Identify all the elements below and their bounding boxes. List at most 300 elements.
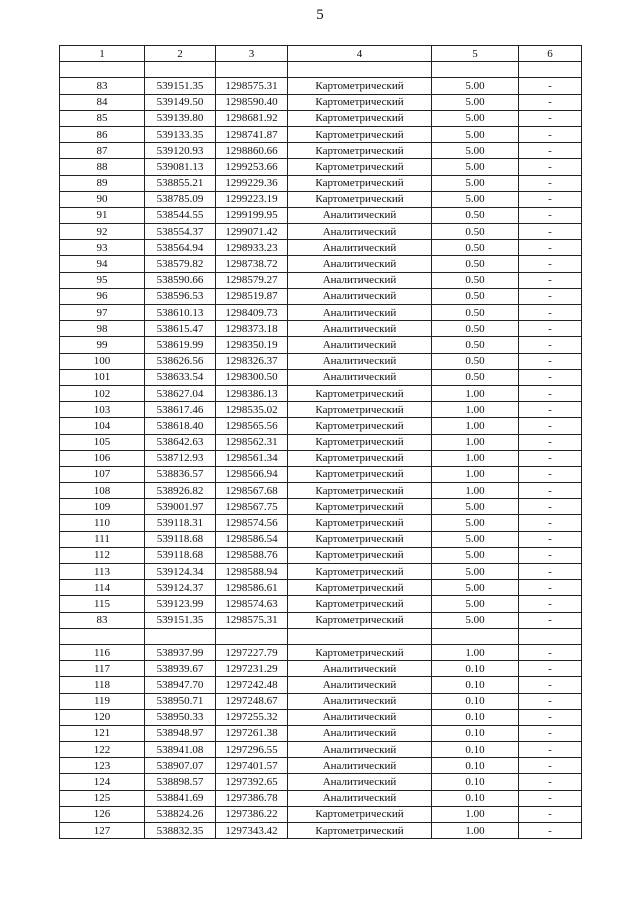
table-cell: 0.50	[432, 305, 519, 321]
table-cell: 538950.33	[145, 709, 216, 725]
table-cell: 1297255.32	[216, 709, 288, 725]
table-cell: 0.10	[432, 758, 519, 774]
table-row	[60, 288, 582, 304]
table-cell: 92	[60, 224, 145, 240]
table-cell: 0.10	[432, 709, 519, 725]
table-cell: 107	[60, 466, 145, 482]
page-number: 5	[316, 7, 324, 23]
table-cell: Картометрический	[288, 175, 432, 191]
table-cell: 1.00	[432, 823, 519, 839]
table-cell: -	[519, 580, 582, 596]
table-cell: 1298586.54	[216, 531, 288, 547]
table-cell: 538615.47	[145, 321, 216, 337]
table-cell: 539124.34	[145, 564, 216, 580]
table-cell: 123	[60, 758, 145, 774]
table-row	[60, 661, 582, 677]
table-cell: Аналитический	[288, 337, 432, 353]
table-cell: 1298933.23	[216, 240, 288, 256]
table-cell: -	[519, 256, 582, 272]
table-cell: 5.00	[432, 159, 519, 175]
table-row	[60, 78, 582, 94]
table-cell: -	[519, 191, 582, 207]
table-separator-row	[60, 628, 582, 644]
table-cell: 5.00	[432, 94, 519, 110]
table-cell: -	[519, 240, 582, 256]
table-cell: 538941.08	[145, 742, 216, 758]
table-cell: 1298575.31	[216, 612, 288, 628]
table-cell: 5.00	[432, 175, 519, 191]
table-cell: 5.00	[432, 515, 519, 531]
table-cell: 1297386.78	[216, 790, 288, 806]
table-cell: 90	[60, 191, 145, 207]
table-cell: 5.00	[432, 564, 519, 580]
table-row	[60, 321, 582, 337]
table-cell: 1.00	[432, 385, 519, 401]
table-cell: 99	[60, 337, 145, 353]
table-row	[60, 742, 582, 758]
table-row	[60, 224, 582, 240]
table-cell: 117	[60, 661, 145, 677]
table-cell: -	[519, 418, 582, 434]
table-cell: 0.10	[432, 725, 519, 741]
header-cell: 1	[60, 46, 145, 62]
table-row	[60, 466, 582, 482]
table-cell: 5.00	[432, 143, 519, 159]
table-cell: 126	[60, 806, 145, 822]
table-cell: Картометрический	[288, 191, 432, 207]
header-cell: 2	[145, 46, 216, 62]
table-cell: 83	[60, 78, 145, 94]
table-cell	[145, 628, 216, 644]
table-row	[60, 564, 582, 580]
table-cell: Аналитический	[288, 742, 432, 758]
table-cell: Картометрический	[288, 94, 432, 110]
header-cell: 3	[216, 46, 288, 62]
table-cell: Аналитический	[288, 725, 432, 741]
table-cell: Картометрический	[288, 823, 432, 839]
table-cell: 538617.46	[145, 402, 216, 418]
table-cell: 5.00	[432, 126, 519, 142]
table-cell: 538627.04	[145, 385, 216, 401]
table-cell: Картометрический	[288, 612, 432, 628]
table-cell: 1297248.67	[216, 693, 288, 709]
table-cell: 538855.21	[145, 175, 216, 191]
table-cell: -	[519, 78, 582, 94]
table-cell: 91	[60, 207, 145, 223]
table-cell: 5.00	[432, 110, 519, 126]
table-cell: Аналитический	[288, 369, 432, 385]
table-cell: 538618.40	[145, 418, 216, 434]
table-row	[60, 369, 582, 385]
table-row	[60, 402, 582, 418]
table-cell: 538939.67	[145, 661, 216, 677]
table-cell: Аналитический	[288, 224, 432, 240]
table-cell: 1298590.40	[216, 94, 288, 110]
table-cell: 538544.55	[145, 207, 216, 223]
table-cell: 1297242.48	[216, 677, 288, 693]
table-row	[60, 159, 582, 175]
table-cell: 85	[60, 110, 145, 126]
table-cell: Картометрический	[288, 418, 432, 434]
table-cell: 86	[60, 126, 145, 142]
table-cell: -	[519, 531, 582, 547]
table-cell: 1298574.56	[216, 515, 288, 531]
table-cell: -	[519, 126, 582, 142]
table-cell: 538642.63	[145, 434, 216, 450]
table-cell: Картометрический	[288, 806, 432, 822]
table-cell: 114	[60, 580, 145, 596]
table-row	[60, 612, 582, 628]
table-cell: Аналитический	[288, 353, 432, 369]
table-cell: -	[519, 758, 582, 774]
table-cell: 1298574.63	[216, 596, 288, 612]
table-cell: 0.50	[432, 369, 519, 385]
table-cell: 108	[60, 483, 145, 499]
table-cell: 538554.37	[145, 224, 216, 240]
table-row	[60, 305, 582, 321]
table-row	[60, 790, 582, 806]
table-cell: Аналитический	[288, 693, 432, 709]
table-cell: 538564.94	[145, 240, 216, 256]
table-row	[60, 499, 582, 515]
table-cell: 538610.13	[145, 305, 216, 321]
table-cell: Картометрический	[288, 143, 432, 159]
table-cell: -	[519, 402, 582, 418]
table-cell: 538832.35	[145, 823, 216, 839]
table-cell: 120	[60, 709, 145, 725]
table-cell: Аналитический	[288, 790, 432, 806]
table-row	[60, 806, 582, 822]
table-cell: 96	[60, 288, 145, 304]
table-cell: -	[519, 207, 582, 223]
header-cell: 5	[432, 46, 519, 62]
table-cell: -	[519, 725, 582, 741]
table-cell: 83	[60, 612, 145, 628]
table-cell: 1297227.79	[216, 644, 288, 660]
table-cell: 106	[60, 450, 145, 466]
table-cell: Аналитический	[288, 272, 432, 288]
table-cell: 127	[60, 823, 145, 839]
table-cell: 0.50	[432, 224, 519, 240]
table-cell: 124	[60, 774, 145, 790]
table-cell: Картометрический	[288, 644, 432, 660]
table-cell: -	[519, 709, 582, 725]
table-cell: 1298681.92	[216, 110, 288, 126]
table-cell: 109	[60, 499, 145, 515]
table-cell: -	[519, 661, 582, 677]
table-separator-row	[60, 62, 582, 78]
table-cell: 538619.99	[145, 337, 216, 353]
table-cell: 539151.35	[145, 78, 216, 94]
table-cell: 539123.99	[145, 596, 216, 612]
table-cell: 538937.99	[145, 644, 216, 660]
table-cell: 538898.57	[145, 774, 216, 790]
table-cell	[432, 62, 519, 78]
table-cell: Картометрический	[288, 483, 432, 499]
table-row	[60, 596, 582, 612]
table-cell: 1299199.95	[216, 207, 288, 223]
table-cell: Аналитический	[288, 240, 432, 256]
table-cell: 1298561.34	[216, 450, 288, 466]
coordinates-table	[59, 45, 582, 839]
table-cell: 539139.80	[145, 110, 216, 126]
table-cell: 1298409.73	[216, 305, 288, 321]
table-cell: 538836.57	[145, 466, 216, 482]
table-cell: 1298350.19	[216, 337, 288, 353]
table-row	[60, 693, 582, 709]
table-cell: -	[519, 612, 582, 628]
table-cell: 1299229.36	[216, 175, 288, 191]
table-cell: 5.00	[432, 580, 519, 596]
table-cell: Аналитический	[288, 774, 432, 790]
table-cell: 116	[60, 644, 145, 660]
table-row	[60, 677, 582, 693]
table-cell: -	[519, 434, 582, 450]
table-cell: 0.10	[432, 661, 519, 677]
table-row	[60, 353, 582, 369]
table-cell: 1298565.56	[216, 418, 288, 434]
table-cell: Картометрический	[288, 385, 432, 401]
table-cell: 1297401.57	[216, 758, 288, 774]
table-row	[60, 256, 582, 272]
table-cell: 0.50	[432, 353, 519, 369]
table-cell: 0.10	[432, 677, 519, 693]
table-cell: Аналитический	[288, 207, 432, 223]
table-cell: 1298738.72	[216, 256, 288, 272]
table-cell: 119	[60, 693, 145, 709]
table-cell: 0.50	[432, 337, 519, 353]
table-cell	[216, 628, 288, 644]
table-cell: 0.50	[432, 321, 519, 337]
table-cell: 0.10	[432, 774, 519, 790]
table-cell: Картометрический	[288, 402, 432, 418]
table-cell: -	[519, 353, 582, 369]
table-cell: 97	[60, 305, 145, 321]
table-cell: Аналитический	[288, 677, 432, 693]
table-row	[60, 483, 582, 499]
table-cell: 539151.35	[145, 612, 216, 628]
table-row	[60, 774, 582, 790]
table-cell: Аналитический	[288, 758, 432, 774]
table-cell: 1299071.42	[216, 224, 288, 240]
table-cell: 0.50	[432, 256, 519, 272]
table-cell: 104	[60, 418, 145, 434]
header-cell: 4	[288, 46, 432, 62]
table-cell: Аналитический	[288, 661, 432, 677]
table-cell: -	[519, 547, 582, 563]
table-cell: -	[519, 774, 582, 790]
table-cell: 1.00	[432, 402, 519, 418]
table-row	[60, 418, 582, 434]
table-cell: 5.00	[432, 612, 519, 628]
table-cell: -	[519, 596, 582, 612]
table-row	[60, 126, 582, 142]
table-cell: 5.00	[432, 547, 519, 563]
table-cell: 1298326.37	[216, 353, 288, 369]
table-cell: 95	[60, 272, 145, 288]
table-cell: 121	[60, 725, 145, 741]
table-cell: Картометрический	[288, 564, 432, 580]
table-cell: Картометрический	[288, 515, 432, 531]
table-cell: 0.50	[432, 272, 519, 288]
table-cell: Картометрический	[288, 159, 432, 175]
table-row	[60, 94, 582, 110]
table-cell: 539120.93	[145, 143, 216, 159]
table-cell: 539118.31	[145, 515, 216, 531]
table-cell: 538824.26	[145, 806, 216, 822]
table-cell	[288, 628, 432, 644]
table-cell: 538579.82	[145, 256, 216, 272]
table-cell: 1298562.31	[216, 434, 288, 450]
table-cell: Картометрический	[288, 596, 432, 612]
table-cell: 125	[60, 790, 145, 806]
header-cell: 6	[519, 46, 582, 62]
table-row	[60, 434, 582, 450]
table-cell: Картометрический	[288, 434, 432, 450]
table-cell: 111	[60, 531, 145, 547]
table-cell: 110	[60, 515, 145, 531]
table-cell: 84	[60, 94, 145, 110]
table-cell: -	[519, 742, 582, 758]
table-cell: Картометрический	[288, 126, 432, 142]
table-cell: 538712.93	[145, 450, 216, 466]
table-cell: 1.00	[432, 806, 519, 822]
table-cell: 89	[60, 175, 145, 191]
table-cell	[519, 62, 582, 78]
table-cell: 103	[60, 402, 145, 418]
table-cell: 87	[60, 143, 145, 159]
table-cell: 538785.09	[145, 191, 216, 207]
table-cell: 538590.66	[145, 272, 216, 288]
table-cell: 1299253.66	[216, 159, 288, 175]
table-cell	[288, 62, 432, 78]
table-cell: -	[519, 385, 582, 401]
table-row	[60, 337, 582, 353]
table-cell: 1298741.87	[216, 126, 288, 142]
table-cell: Картометрический	[288, 450, 432, 466]
table-cell: -	[519, 224, 582, 240]
table-cell: -	[519, 515, 582, 531]
table-cell: -	[519, 450, 582, 466]
table-cell: 102	[60, 385, 145, 401]
table-row	[60, 272, 582, 288]
table-cell: 1298386.13	[216, 385, 288, 401]
table-cell	[60, 62, 145, 78]
table-cell: 1297231.29	[216, 661, 288, 677]
table-cell: -	[519, 644, 582, 660]
table-cell: Аналитический	[288, 305, 432, 321]
table-cell: -	[519, 159, 582, 175]
table-row	[60, 823, 582, 839]
table-cell: 0.50	[432, 207, 519, 223]
table-cell: 539118.68	[145, 531, 216, 547]
table-cell: 1298300.50	[216, 369, 288, 385]
table-cell: 539001.97	[145, 499, 216, 515]
table-row	[60, 758, 582, 774]
table-cell: 0.50	[432, 240, 519, 256]
table-cell: 1297386.22	[216, 806, 288, 822]
table-cell: 1298588.76	[216, 547, 288, 563]
table-cell: -	[519, 806, 582, 822]
table-cell: -	[519, 499, 582, 515]
table-row	[60, 547, 582, 563]
table-cell: 539124.37	[145, 580, 216, 596]
table-cell: 1298519.87	[216, 288, 288, 304]
table-cell: 1298575.31	[216, 78, 288, 94]
table-cell: 538841.69	[145, 790, 216, 806]
table-cell: Картометрический	[288, 547, 432, 563]
table-cell: Картометрический	[288, 531, 432, 547]
table-cell: -	[519, 288, 582, 304]
table-cell: 101	[60, 369, 145, 385]
table-cell: -	[519, 272, 582, 288]
table-row	[60, 143, 582, 159]
table-row	[60, 709, 582, 725]
table-cell: Картометрический	[288, 580, 432, 596]
table-cell: 0.10	[432, 693, 519, 709]
table-cell: 5.00	[432, 531, 519, 547]
table-cell: 112	[60, 547, 145, 563]
table-row	[60, 580, 582, 596]
table-cell: 539081.13	[145, 159, 216, 175]
table-cell: -	[519, 369, 582, 385]
table-cell: 1.00	[432, 434, 519, 450]
table-row	[60, 207, 582, 223]
table-cell: 5.00	[432, 499, 519, 515]
table-cell	[216, 62, 288, 78]
table-cell: 1.00	[432, 450, 519, 466]
table-row	[60, 450, 582, 466]
table-cell: -	[519, 321, 582, 337]
table-cell: 1298579.27	[216, 272, 288, 288]
table-cell: 5.00	[432, 191, 519, 207]
coordinates-table-body	[60, 46, 582, 839]
table-cell: 539118.68	[145, 547, 216, 563]
table-cell	[432, 628, 519, 644]
table-row	[60, 644, 582, 660]
table-cell: -	[519, 564, 582, 580]
table-cell: -	[519, 143, 582, 159]
table-cell: -	[519, 466, 582, 482]
table-cell: 1297343.42	[216, 823, 288, 839]
table-cell: Картометрический	[288, 110, 432, 126]
table-cell: 1298566.94	[216, 466, 288, 482]
table-cell: 538907.07	[145, 758, 216, 774]
table-row	[60, 531, 582, 547]
table-cell: -	[519, 823, 582, 839]
table-cell: 538633.54	[145, 369, 216, 385]
table-cell: Аналитический	[288, 321, 432, 337]
table-cell: 5.00	[432, 596, 519, 612]
table-cell: 538926.82	[145, 483, 216, 499]
table-cell: 1298535.02	[216, 402, 288, 418]
table-row	[60, 385, 582, 401]
table-cell: -	[519, 175, 582, 191]
table-cell: 100	[60, 353, 145, 369]
table-row	[60, 515, 582, 531]
table-cell: -	[519, 483, 582, 499]
table-cell: 118	[60, 677, 145, 693]
table-cell: 0.10	[432, 742, 519, 758]
table-cell: 94	[60, 256, 145, 272]
table-cell: Картометрический	[288, 78, 432, 94]
table-row	[60, 240, 582, 256]
table-cell: 538626.56	[145, 353, 216, 369]
table-cell: 5.00	[432, 78, 519, 94]
table-cell: 0.10	[432, 790, 519, 806]
table-cell: 1298567.75	[216, 499, 288, 515]
table-cell: 538947.70	[145, 677, 216, 693]
